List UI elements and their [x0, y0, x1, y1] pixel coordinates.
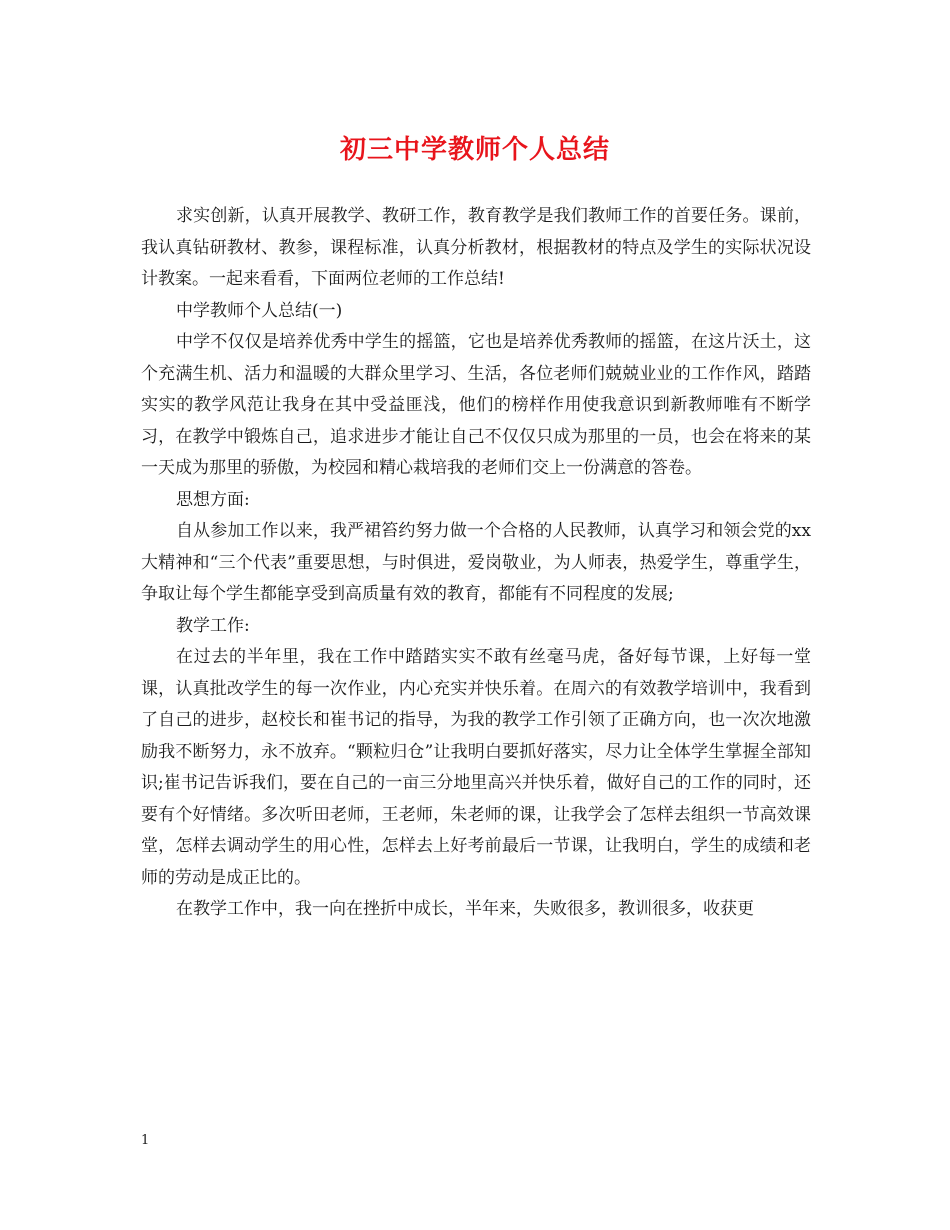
paragraph-teaching: 在过去的半年里，我在工作中踏踏实实不敢有丝毫马虎，备好每节课，上好每一堂课，认真批改学生的每一次作业，内心充实并快乐着。在周六的有效教学培训中，我看到了自己的进步，赵校长和崔书记的指导，为我的教学工作引领了正确方向，也一次次地激励我不断努力，永不放弃。“颗粒归仓”让我明白要抓好落实，尽力让全体学生掌握全部知识;崔书记告诉我们，要在自己的一亩三分地里高兴并快乐着，做好自己的工作的同时，还要有个好情绪。多次听田老师，王老师，朱老师的课，让我学会了怎样去组织一节高效课堂，怎样去调动学生的用心性，怎样去上好考前最后一节课，让我明白，学生的成绩和老师的劳动是成正比的。	[141, 647, 811, 888]
section-heading-teaching: 教学工作:	[176, 615, 250, 636]
document-body	[141, 201, 811, 926]
paragraph-growth: 在教学工作中，我一向在挫折中成长，半年来，失败很多，教训很多，收获更	[176, 899, 754, 919]
paragraph-school-cradle: 中学不仅仅是培养优秀中学生的摇篮，它也是培养优秀教师的摇篮，在这片沃土，这个充满生机、活力和温暖的大群众里学习、生活，各位老师们兢兢业业的工作作风，踏踏实实的教学风范让我身在其中受益匪浅，他们的榜样作用使我意识到新教师唯有不断学习，在教学中锻炼自己，追求进步才能让自己不仅仅只成为那里的一员，也会在将来的某一天成为那里的骄傲，为校园和精心栽培我的老师们交上一份满意的答卷。	[141, 332, 811, 478]
document-title: 初三中学教师个人总结	[339, 135, 610, 165]
section-heading-summary-one: 中学教师个人总结(一)	[176, 300, 343, 321]
paragraph-thought: 自从参加工作以来，我严裙笞约努力做一个合格的人民教师，认真学习和领会党的xx大精神和“三个代表”重要思想，与时俱进，爱岗敬业，为人师表，热爱学生，尊重学生，争取让每个学生都能享受到高质量有效的教育，都能有不同程度的发展;	[141, 521, 811, 604]
section-heading-thought: 思想方面:	[176, 489, 250, 510]
page-number: 1	[141, 1133, 150, 1148]
paragraph-intro: 求实创新，认真开展教学、教研工作，教育教学是我们教师工作的首要任务。课前，我认真钻研教材、教参，课程标准，认真分析教材，根据教材的特点及学生的实际状况设计教案。一起来看看，下面两位老师的工作总结!	[141, 206, 811, 289]
